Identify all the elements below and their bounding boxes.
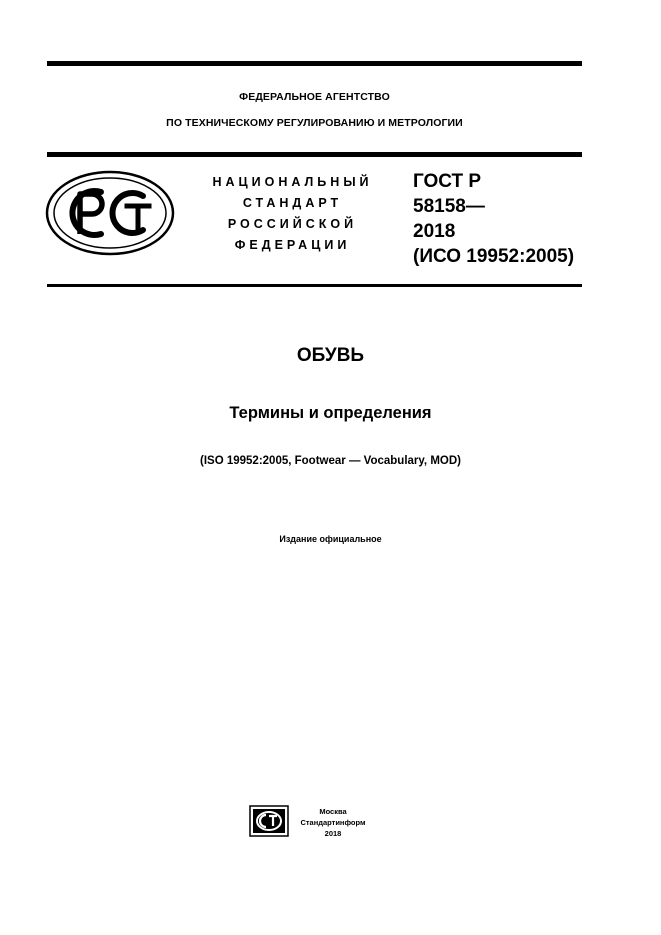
edition-label: Издание официальное	[279, 534, 382, 544]
gost-designation	[413, 169, 574, 269]
national-standard-line: СТАНДАРТ	[242, 196, 343, 210]
middle-rule	[47, 152, 582, 157]
document-subtitle: Термины и определения	[229, 404, 432, 422]
publisher-city: Москва	[319, 807, 347, 816]
agency-line-2: ПО ТЕХНИЧЕСКОМУ РЕГУЛИРОВАНИЮ И МЕТРОЛОГИИ	[166, 117, 463, 129]
publisher-year: 2018	[324, 829, 342, 838]
bottom-rule	[47, 284, 582, 287]
publisher-info	[293, 806, 373, 839]
agency-line-1: ФЕДЕРАЛЬНОЕ АГЕНТСТВО	[239, 91, 390, 103]
national-standard-line: НАЦИОНАЛЬНЫЙ	[212, 175, 373, 189]
iso-reference: (ISO 19952:2005, Footwear — Vocabulary, MOD)	[200, 455, 461, 467]
rst-logo-icon	[45, 170, 175, 256]
national-standard-line: ФЕДЕРАЦИИ	[234, 238, 351, 252]
document-title: ОБУВЬ	[296, 345, 365, 366]
gost-line: 58158—	[413, 196, 485, 217]
standartinform-logo-icon	[249, 805, 289, 837]
gost-line: ГОСТ Р	[413, 171, 482, 192]
gost-line: 2018	[413, 221, 456, 242]
national-standard-line: РОССИЙСКОЙ	[227, 217, 358, 231]
publisher-name: Стандартинформ	[300, 818, 366, 827]
top-rule	[47, 61, 582, 66]
gost-line: (ИСО 19952:2005)	[413, 246, 575, 267]
national-standard-label	[200, 172, 385, 256]
